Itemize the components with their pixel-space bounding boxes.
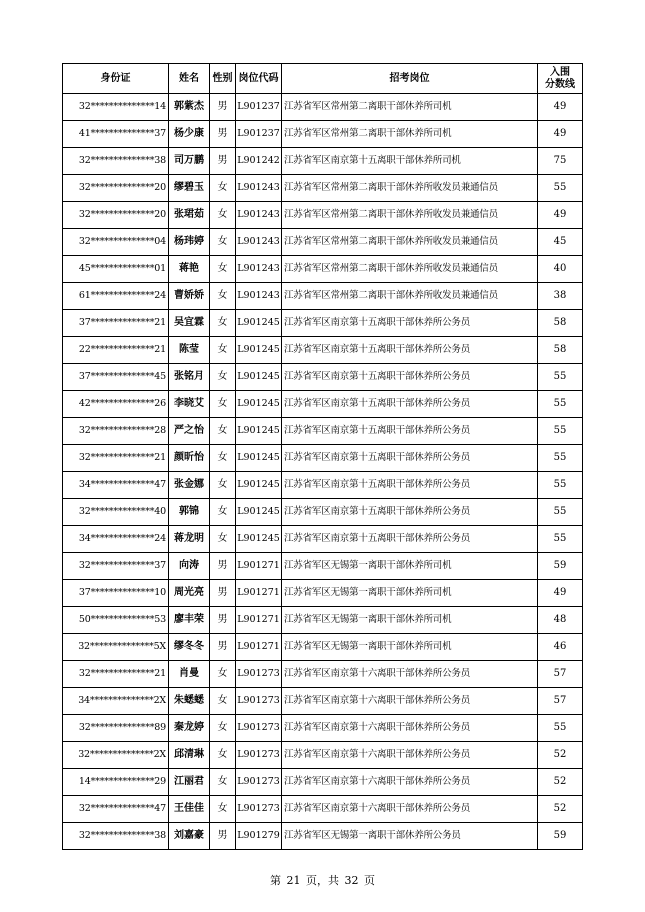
table-row (63, 715, 583, 742)
score-cell: 49 (538, 121, 583, 148)
id-cell: 32**************2X (63, 742, 169, 769)
position-code-cell: L901273 (236, 796, 282, 823)
name-cell: 缪冬冬 (169, 634, 210, 661)
id-cell: 32**************20 (63, 175, 169, 202)
gender-cell: 女 (210, 310, 236, 337)
gender-cell: 男 (210, 553, 236, 580)
name-cell: 朱蟋蟋 (169, 688, 210, 715)
position-cell: 江苏省军区常州第二离职干部休养所收发员兼通信员 (282, 283, 538, 310)
table-row (63, 175, 583, 202)
gender-cell: 女 (210, 337, 236, 364)
position-code-cell: L901273 (236, 688, 282, 715)
id-cell: 32**************14 (63, 94, 169, 121)
id-cell: 50**************53 (63, 607, 169, 634)
position-code-cell: L901245 (236, 364, 282, 391)
position-code-cell: L901243 (236, 229, 282, 256)
position-code-cell: L901273 (236, 715, 282, 742)
position-code-cell: L901273 (236, 769, 282, 796)
id-cell: 32**************21 (63, 661, 169, 688)
name-cell: 向涛 (169, 553, 210, 580)
table-row (63, 310, 583, 337)
table-row (63, 94, 583, 121)
position-code-cell: L901271 (236, 607, 282, 634)
gender-cell: 女 (210, 526, 236, 553)
id-cell: 61**************24 (63, 283, 169, 310)
name-cell: 司万鹏 (169, 148, 210, 175)
position-cell: 江苏省军区无锡第一离职干部休养所司机 (282, 607, 538, 634)
gender-cell: 女 (210, 742, 236, 769)
gender-cell: 女 (210, 229, 236, 256)
score-cell: 59 (538, 823, 583, 850)
name-cell: 郭锦 (169, 499, 210, 526)
gender-cell: 女 (210, 256, 236, 283)
name-cell: 张铭月 (169, 364, 210, 391)
position-code-cell: L901273 (236, 742, 282, 769)
name-cell: 邱清琳 (169, 742, 210, 769)
name-cell: 郭紫杰 (169, 94, 210, 121)
score-cell: 49 (538, 94, 583, 121)
score-cell: 55 (538, 499, 583, 526)
position-cell: 江苏省军区常州第二离职干部休养所司机 (282, 121, 538, 148)
position-code-cell: L901245 (236, 391, 282, 418)
position-code-cell: L901245 (236, 526, 282, 553)
table-row (63, 607, 583, 634)
gender-cell: 女 (210, 364, 236, 391)
header-code: 岗位代码 (236, 64, 282, 94)
position-cell: 江苏省军区南京第十五离职干部休养所公务员 (282, 337, 538, 364)
candidate-table (62, 63, 583, 850)
score-cell: 55 (538, 526, 583, 553)
position-cell: 江苏省军区南京第十六离职干部休养所公务员 (282, 742, 538, 769)
gender-cell: 女 (210, 769, 236, 796)
name-cell: 王佳佳 (169, 796, 210, 823)
name-cell: 刘嘉豪 (169, 823, 210, 850)
score-cell: 52 (538, 742, 583, 769)
name-cell: 严之怡 (169, 418, 210, 445)
score-cell: 55 (538, 364, 583, 391)
id-cell: 32**************40 (63, 499, 169, 526)
table-row (63, 688, 583, 715)
position-code-cell: L901243 (236, 283, 282, 310)
table-row (63, 769, 583, 796)
table-row (63, 256, 583, 283)
header-score (538, 64, 583, 94)
table-row (63, 418, 583, 445)
position-code-cell: L901245 (236, 418, 282, 445)
position-cell: 江苏省军区南京第十五离职干部休养所公务员 (282, 526, 538, 553)
score-cell: 55 (538, 175, 583, 202)
position-code-cell: L901271 (236, 580, 282, 607)
score-cell: 58 (538, 310, 583, 337)
page-footer: 第 21 页，共 32 页 (270, 874, 375, 887)
gender-cell: 女 (210, 418, 236, 445)
position-cell: 江苏省军区无锡第一离职干部休养所公务员 (282, 823, 538, 850)
id-cell: 22**************21 (63, 337, 169, 364)
id-cell: 32**************20 (63, 202, 169, 229)
score-cell: 38 (538, 283, 583, 310)
name-cell: 廖丰荣 (169, 607, 210, 634)
score-cell: 57 (538, 661, 583, 688)
table-row (63, 229, 583, 256)
table-row (63, 445, 583, 472)
table-row (63, 742, 583, 769)
position-cell: 江苏省军区南京第十五离职干部休养所公务员 (282, 418, 538, 445)
position-cell: 江苏省军区南京第十五离职干部休养所司机 (282, 148, 538, 175)
score-cell: 75 (538, 148, 583, 175)
position-code-cell: L901273 (236, 661, 282, 688)
gender-cell: 男 (210, 148, 236, 175)
position-cell: 江苏省军区南京第十五离职干部休养所公务员 (282, 310, 538, 337)
position-cell: 江苏省军区常州第二离职干部休养所收发员兼通信员 (282, 202, 538, 229)
position-code-cell: L901243 (236, 256, 282, 283)
gender-cell: 女 (210, 391, 236, 418)
name-cell: 颜昕怡 (169, 445, 210, 472)
id-cell: 34**************2X (63, 688, 169, 715)
id-cell: 32**************5X (63, 634, 169, 661)
position-code-cell: L901279 (236, 823, 282, 850)
position-cell: 江苏省军区常州第二离职干部休养所收发员兼通信员 (282, 256, 538, 283)
position-code-cell: L901271 (236, 634, 282, 661)
id-cell: 32**************21 (63, 445, 169, 472)
table-body (63, 94, 583, 850)
name-cell: 杨少康 (169, 121, 210, 148)
gender-cell: 女 (210, 445, 236, 472)
score-cell: 59 (538, 553, 583, 580)
id-cell: 14**************29 (63, 769, 169, 796)
score-cell: 45 (538, 229, 583, 256)
score-cell: 49 (538, 202, 583, 229)
gender-cell: 男 (210, 580, 236, 607)
gender-cell: 女 (210, 661, 236, 688)
name-cell: 蒋龙明 (169, 526, 210, 553)
score-cell: 55 (538, 472, 583, 499)
gender-cell: 男 (210, 121, 236, 148)
gender-cell: 男 (210, 607, 236, 634)
name-cell: 江丽君 (169, 769, 210, 796)
position-cell: 江苏省军区无锡第一离职干部休养所司机 (282, 634, 538, 661)
table-row (63, 472, 583, 499)
name-cell: 吴宜霖 (169, 310, 210, 337)
gender-cell: 女 (210, 283, 236, 310)
position-cell: 江苏省军区南京第十六离职干部休养所公务员 (282, 661, 538, 688)
name-cell: 缪碧玉 (169, 175, 210, 202)
position-cell: 江苏省军区南京第十五离职干部休养所公务员 (282, 499, 538, 526)
position-code-cell: L901245 (236, 499, 282, 526)
table-row (63, 391, 583, 418)
position-code-cell: L901245 (236, 472, 282, 499)
id-cell: 42**************26 (63, 391, 169, 418)
id-cell: 32**************28 (63, 418, 169, 445)
id-cell: 32**************89 (63, 715, 169, 742)
id-cell: 45**************01 (63, 256, 169, 283)
table-row (63, 202, 583, 229)
gender-cell: 女 (210, 688, 236, 715)
table-row (63, 823, 583, 850)
position-code-cell: L901237 (236, 94, 282, 121)
table-row (63, 148, 583, 175)
name-cell: 杨玮婷 (169, 229, 210, 256)
score-cell: 58 (538, 337, 583, 364)
id-cell: 32**************47 (63, 796, 169, 823)
table-row (63, 283, 583, 310)
position-code-cell: L901242 (236, 148, 282, 175)
table-row (63, 661, 583, 688)
table-row (63, 526, 583, 553)
gender-cell: 男 (210, 94, 236, 121)
position-cell: 江苏省军区无锡第一离职干部休养所司机 (282, 553, 538, 580)
table-header-row (63, 64, 583, 94)
table-row (63, 580, 583, 607)
gender-cell: 女 (210, 472, 236, 499)
gender-cell: 女 (210, 499, 236, 526)
score-cell: 55 (538, 391, 583, 418)
position-cell: 江苏省军区常州第二离职干部休养所司机 (282, 94, 538, 121)
name-cell: 张珺茹 (169, 202, 210, 229)
name-cell: 张金娜 (169, 472, 210, 499)
position-cell: 江苏省军区无锡第一离职干部休养所司机 (282, 580, 538, 607)
table-row (63, 796, 583, 823)
table-row (63, 499, 583, 526)
score-cell: 55 (538, 418, 583, 445)
name-cell: 蒋艳 (169, 256, 210, 283)
table-row (63, 121, 583, 148)
name-cell: 曹娇娇 (169, 283, 210, 310)
id-cell: 32**************04 (63, 229, 169, 256)
score-cell: 55 (538, 445, 583, 472)
name-cell: 李晓艾 (169, 391, 210, 418)
name-cell: 肖曼 (169, 661, 210, 688)
header-score-line1: 入围 (550, 66, 570, 78)
score-cell: 48 (538, 607, 583, 634)
position-code-cell: L901245 (236, 310, 282, 337)
id-cell: 34**************47 (63, 472, 169, 499)
position-code-cell: L901237 (236, 121, 282, 148)
header-score-line2: 分数线 (545, 78, 575, 90)
position-code-cell: L901245 (236, 445, 282, 472)
position-cell: 江苏省军区南京第十六离职干部休养所公务员 (282, 796, 538, 823)
position-cell: 江苏省军区南京第十五离职干部休养所公务员 (282, 472, 538, 499)
position-cell: 江苏省军区常州第二离职干部休养所收发员兼通信员 (282, 229, 538, 256)
gender-cell: 男 (210, 634, 236, 661)
header-post: 招考岗位 (282, 64, 538, 94)
position-cell: 江苏省军区南京第十六离职干部休养所公务员 (282, 688, 538, 715)
position-code-cell: L901243 (236, 202, 282, 229)
position-cell: 江苏省军区南京第十五离职干部休养所公务员 (282, 391, 538, 418)
score-cell: 46 (538, 634, 583, 661)
id-cell: 34**************24 (63, 526, 169, 553)
position-code-cell: L901245 (236, 337, 282, 364)
id-cell: 37**************10 (63, 580, 169, 607)
id-cell: 37**************21 (63, 310, 169, 337)
position-cell: 江苏省军区南京第十六离职干部休养所公务员 (282, 769, 538, 796)
name-cell: 陈莹 (169, 337, 210, 364)
gender-cell: 女 (210, 202, 236, 229)
id-cell: 32**************38 (63, 148, 169, 175)
score-cell: 40 (538, 256, 583, 283)
position-cell: 江苏省军区常州第二离职干部休养所收发员兼通信员 (282, 175, 538, 202)
id-cell: 32**************37 (63, 553, 169, 580)
id-cell: 32**************38 (63, 823, 169, 850)
score-cell: 57 (538, 688, 583, 715)
position-cell: 江苏省军区南京第十五离职干部休养所公务员 (282, 364, 538, 391)
gender-cell: 女 (210, 796, 236, 823)
score-cell: 52 (538, 796, 583, 823)
header-name: 姓名 (169, 64, 210, 94)
gender-cell: 女 (210, 175, 236, 202)
gender-cell: 男 (210, 823, 236, 850)
table-row (63, 364, 583, 391)
position-code-cell: L901271 (236, 553, 282, 580)
name-cell: 周光亮 (169, 580, 210, 607)
id-cell: 37**************45 (63, 364, 169, 391)
table-row (63, 337, 583, 364)
score-cell: 49 (538, 580, 583, 607)
score-cell: 55 (538, 715, 583, 742)
position-cell: 江苏省军区南京第十六离职干部休养所公务员 (282, 715, 538, 742)
header-id: 身份证 (63, 64, 169, 94)
gender-cell: 女 (210, 715, 236, 742)
header-gender: 性别 (210, 64, 236, 94)
position-code-cell: L901243 (236, 175, 282, 202)
table-row (63, 634, 583, 661)
score-cell: 52 (538, 769, 583, 796)
table-row (63, 553, 583, 580)
position-cell: 江苏省军区南京第十五离职干部休养所公务员 (282, 445, 538, 472)
name-cell: 秦龙婷 (169, 715, 210, 742)
id-cell: 41**************37 (63, 121, 169, 148)
